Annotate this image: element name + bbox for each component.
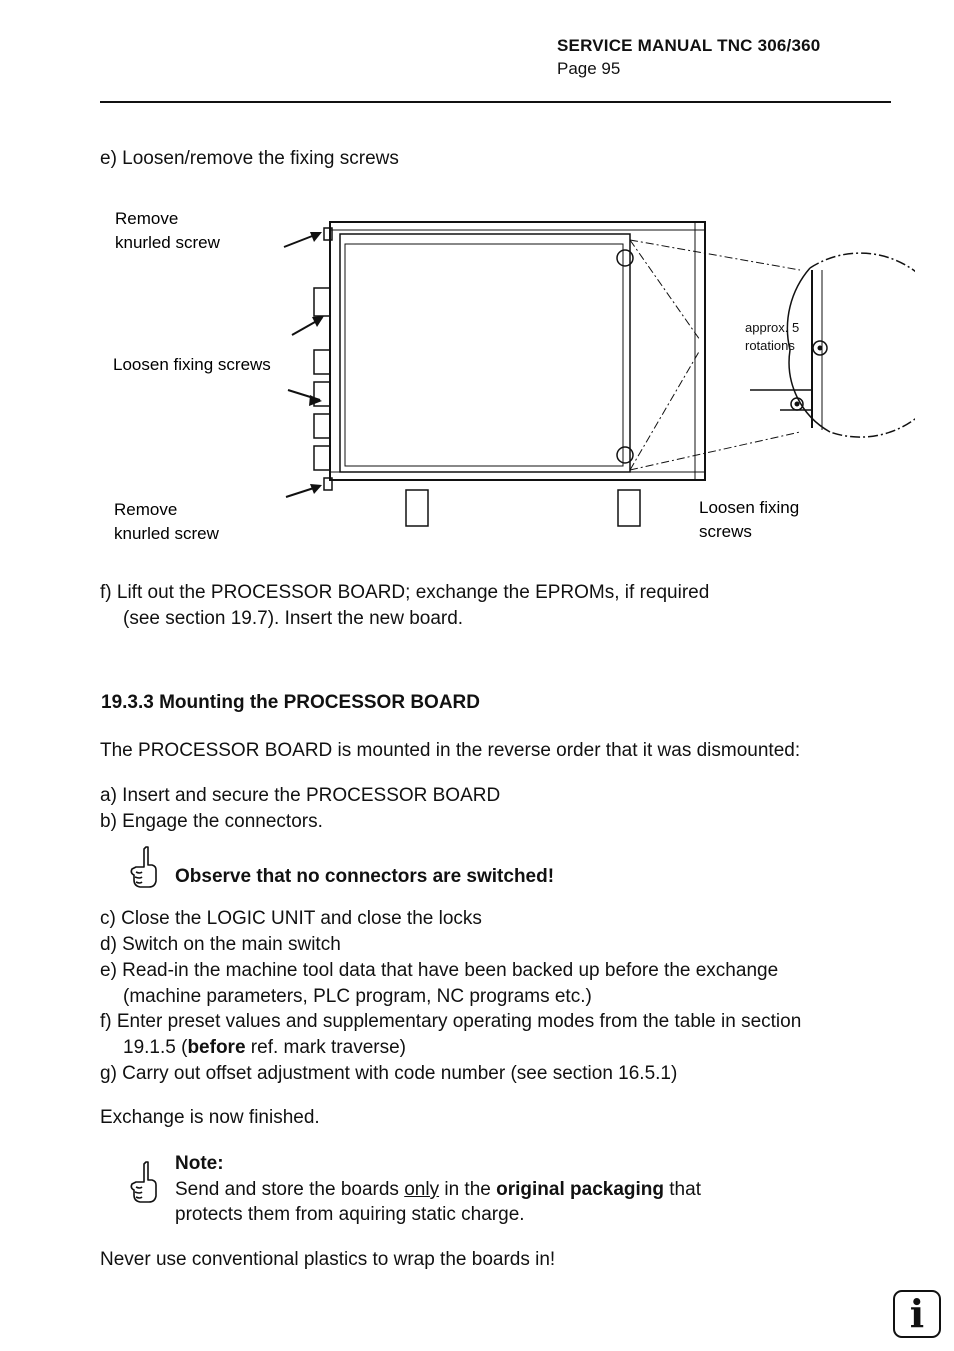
note-line2: protects them from aquiring static charge. xyxy=(175,1204,525,1225)
warning-text: Observe that no connectors are switched! xyxy=(175,866,555,887)
note-line1 xyxy=(175,1177,701,1203)
label-screws-right: screws xyxy=(699,522,752,541)
note-title: Note: xyxy=(175,1153,224,1174)
step-b: b) Engage the connectors. xyxy=(100,811,323,832)
step-c: c) Close the LOGIC UNIT and close the locks xyxy=(100,908,482,929)
step-a: a) Insert and secure the PROCESSOR BOARD xyxy=(100,785,501,806)
section-heading: 19.3.3 Mounting the PROCESSOR BOARD xyxy=(101,692,480,713)
note-original-packaging: original packaging xyxy=(496,1179,664,1200)
inset-label-2: rotations xyxy=(745,338,795,353)
page-number: Page 95 xyxy=(557,59,621,78)
label-remove-bottom: Remove xyxy=(114,500,178,519)
manual-title: SERVICE MANUAL TNC 306/360 xyxy=(557,36,821,55)
note-only: only xyxy=(404,1179,440,1200)
section-intro: The PROCESSOR BOARD is mounted in the reverse order that it was dismounted: xyxy=(100,740,801,761)
step-d: d) Switch on the main switch xyxy=(100,934,341,955)
step-f-line2: (see section 19.7). Insert the new board. xyxy=(123,608,464,629)
info-icon-glyph: i xyxy=(909,1291,925,1336)
step-f2-text-c: ref. mark traverse) xyxy=(245,1037,406,1058)
final-warning: Never use conventional plastics to wrap the boards in! xyxy=(100,1249,556,1270)
label-knurled-bottom: knurled screw xyxy=(114,524,219,543)
step-e-line1: e) Read-in the machine tool data that have been backed up before the exchange xyxy=(100,960,779,981)
step-e-loosen: e) Loosen/remove the fixing screws xyxy=(100,148,399,169)
note-text-c: in the xyxy=(439,1179,497,1200)
info-icon[interactable] xyxy=(893,1290,941,1338)
step-f2-before: before xyxy=(187,1037,246,1058)
step-f2-line1: f) Enter preset values and supplementary operating modes from the table in section xyxy=(100,1011,802,1032)
pointing-hand-icon xyxy=(128,1160,160,1204)
figure-board-diagram xyxy=(100,200,915,555)
inset-label-1: approx. 5 xyxy=(745,320,800,335)
label-loosen-left: Loosen fixing screws xyxy=(113,355,271,374)
step-g: g) Carry out offset adjustment with code number (see section 16.5.1) xyxy=(100,1063,678,1084)
header-divider xyxy=(100,101,891,103)
step-f2-line2 xyxy=(100,1035,406,1061)
label-remove-top: Remove xyxy=(115,209,179,228)
note-text-a: Send and store the boards xyxy=(175,1179,405,1200)
step-f2-text-a: 19.1.5 ( xyxy=(123,1037,188,1058)
exchange-finished: Exchange is now finished. xyxy=(100,1107,320,1128)
label-knurled-top: knurled screw xyxy=(115,233,220,252)
step-e-line2: (machine parameters, PLC program, NC programs etc.) xyxy=(123,986,592,1007)
pointing-hand-icon xyxy=(128,845,160,889)
step-f-line1: f) Lift out the PROCESSOR BOARD; exchange the EPROMs, if required xyxy=(100,582,710,603)
label-loosen-right: Loosen fixing xyxy=(699,498,800,517)
note-text-e: that xyxy=(664,1179,701,1200)
